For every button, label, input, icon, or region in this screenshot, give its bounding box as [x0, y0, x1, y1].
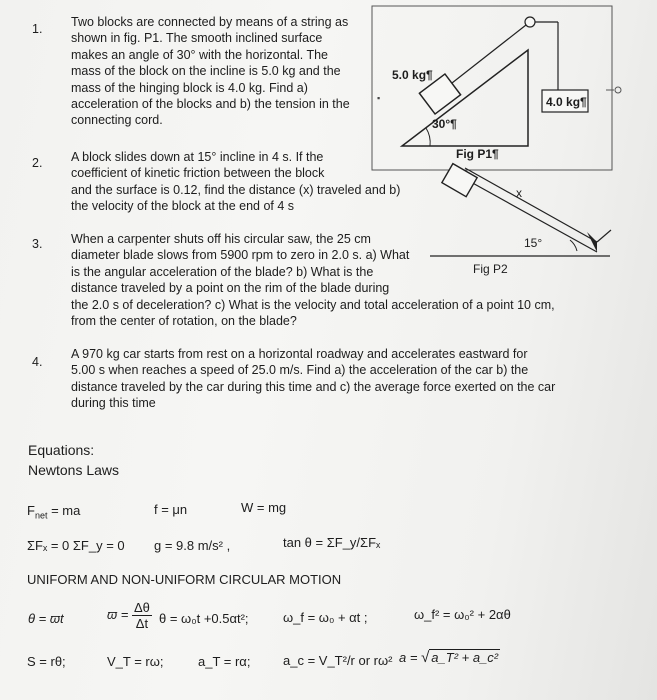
sliding-block [442, 164, 477, 197]
figure-p2-caption: Fig P2 [473, 262, 508, 276]
circular-motion-heading: UNIFORM AND NON-UNIFORM CIRCULAR MOTION [27, 572, 342, 587]
incline-triangle [402, 50, 528, 146]
pulley [525, 17, 535, 27]
problem-4-number: 4. [32, 355, 43, 369]
eq-weight: W = mg [241, 500, 287, 515]
figure-p1-caption: Fig P1¶ [456, 147, 499, 161]
eq-fnet: $F_{net}$ = ma [27, 503, 81, 521]
problem-1-text: Two blocks are connected by means of a string as shown in fig. P1. The smooth inclined surface makes an angle of 30° with the horizontal. The mass of the block on the incline is 5.0 kg and the mass of the hinging block is 4.0 kg. Find a) acceleration of the blocks and b) the tension in the connecting cord. [71, 15, 350, 128]
equations-heading: Equations: [28, 442, 95, 458]
label-incline-angle: 30°¶ [432, 117, 457, 131]
newtons-laws-heading: Newtons Laws [28, 462, 120, 478]
label-distance-x: x [516, 186, 522, 200]
label-incline-block-mass: 5.0 kg¶ [392, 68, 433, 82]
eq-tangential-acceleration: a_T = rα; [198, 654, 251, 669]
problem-4-text: A 970 kg car starts from rest on a horizontal roadway and accelerates eastward for 5.00 s when reaches a speed of 25.0 m/s. Find a) the acceleration of the car b) the distance traveled by the car during this time and c) the average force exerted on the car during this time [71, 347, 556, 411]
eq-gravity: g = 9.8 m/s² , [154, 538, 231, 553]
eq-average-angular-velocity: ϖ = $\frac{\Delta\theta}{\Delta t}$ [107, 600, 150, 631]
angle-arc-30 [426, 128, 430, 146]
eq-centripetal-acceleration: a_c = V_T²/r or rω² [283, 653, 393, 668]
problem-1-number: 1. [32, 22, 43, 36]
eq-omega-squared: ω_f² = ω₀² + 2αθ [414, 607, 511, 622]
eq-theta-kinematics: θ = ω₀t +0.5αt²; [159, 611, 249, 626]
eq-tangential-velocity: V_T = rω; [107, 654, 164, 669]
eq-arc-length: S = rθ; [27, 654, 66, 669]
problem-3-number: 3. [32, 237, 43, 251]
problem-2-number: 2. [32, 156, 43, 170]
eq-total-acceleration: a = √ a_T² + a_c² [399, 649, 499, 666]
eq-omega-kinematics: ω_f = ω₀ + αt ; [283, 610, 368, 625]
eq-friction: f = μn [154, 502, 188, 517]
string-segment-incline [452, 25, 526, 83]
problem-3-text: When a carpenter shuts off his circular saw, the 25 cm diameter blade slows from 5900 rpm to zero in 2.0 s. a) What is the angular acceleration of the blade? b) What is the distance traveled by a point on the rim of the blade during the 2.0 s of deceleration? c) What is the velocity and total acceleration of a point 10 cm, from the center of rotation, on the blade? [71, 232, 555, 329]
problem-2-text: A block slides down at 15° incline in 4 s. If the coefficient of kinetic friction between the block and the surface is 0.12, find the distance (x) traveled and b) the velocity of the block at the end of 4 s [71, 150, 401, 214]
svg-text:▪: ▪ [377, 93, 381, 103]
eq-theta-omega-t: θ = ϖt [28, 611, 64, 626]
label-incline-angle-15: 15° [524, 236, 543, 250]
eq-equilibrium: ΣFₓ = 0 ΣF_y = 0 [27, 538, 125, 553]
label-hanging-block-mass: 4.0 kg¶ [546, 95, 587, 109]
eq-tangent: tan θ = ΣF_y/ΣFₓ [283, 535, 381, 550]
